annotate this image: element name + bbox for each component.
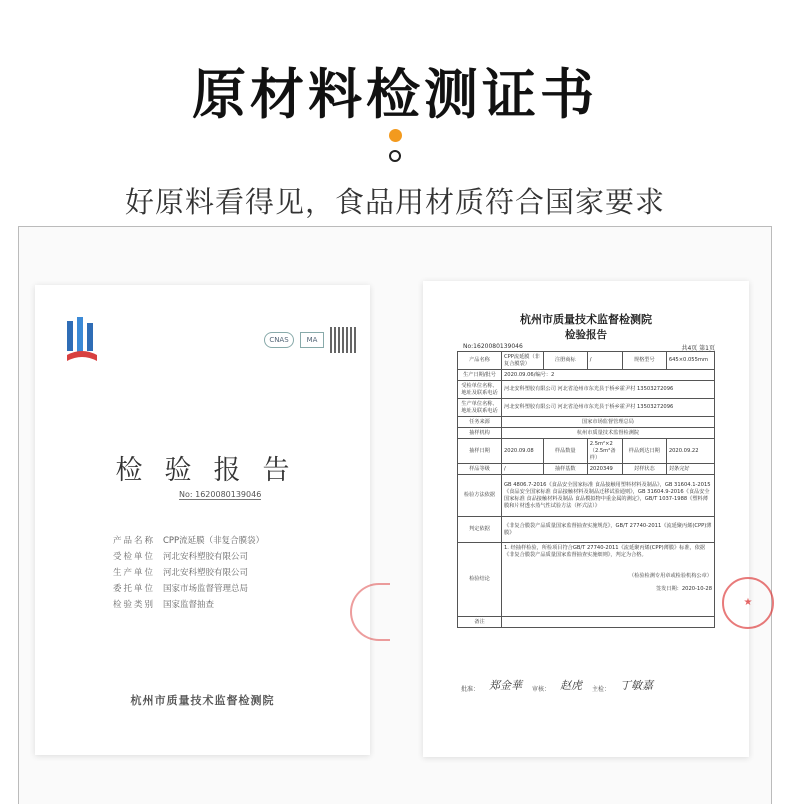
ma-mark: MA	[300, 332, 324, 348]
cell-key: 任务来源	[458, 417, 502, 428]
cell-value: 封条完好	[666, 464, 714, 475]
cell-value: 2.5m²×2（2.5m²备样）	[587, 439, 622, 464]
field-value: 河北安科塑胶有限公司	[163, 552, 249, 562]
report-organization: 杭州市质量技术监督检测院	[520, 313, 652, 326]
report-title: 检验报告	[565, 329, 607, 341]
review-signature: 赵虎	[560, 679, 583, 692]
field-key: 生产单位	[113, 568, 156, 578]
cell-value: 2020.09.06/编号：2	[502, 370, 715, 381]
approve-label: 批准：	[461, 686, 480, 693]
cell-key: 抽样机构	[458, 428, 502, 439]
cell-key: 生产日期/批号	[458, 370, 502, 381]
cell-value: /	[587, 352, 622, 370]
table-row	[458, 464, 715, 475]
institute-logo-icon	[65, 317, 99, 363]
cell-value: 645×0.055mm	[666, 352, 714, 370]
partial-seal-icon	[350, 583, 390, 641]
table-row	[458, 352, 715, 370]
field-key: 受检单位	[113, 552, 156, 562]
qr-code-icon	[330, 327, 356, 353]
main-signature: 丁敏嘉	[620, 679, 654, 692]
review-label: 审核：	[532, 686, 551, 693]
field-value: 国家市场监督管理总局	[163, 584, 249, 594]
cell-value	[502, 543, 715, 617]
cover-title: 检验报告	[115, 455, 312, 486]
cell-key: 封样状态	[622, 464, 666, 475]
cell-key: 抽样日期	[458, 439, 502, 464]
cnas-mark: CNAS	[264, 332, 294, 348]
accent-dot	[389, 129, 402, 142]
cell-value: 2020.09.22	[666, 439, 714, 464]
cell-value: 2020349	[587, 464, 622, 475]
cover-organization: 杭州市质量技术监督检测院	[130, 694, 275, 707]
cover-field-row	[113, 533, 264, 549]
cell-value: 2020.09.08	[502, 439, 544, 464]
table-row	[458, 517, 715, 543]
page-title: 原材料检测证书	[192, 63, 598, 126]
cell-key: 检验方法依据	[458, 475, 502, 517]
field-key: 产品名称	[113, 536, 156, 546]
table-row	[458, 439, 715, 464]
cell-value: /	[502, 464, 544, 475]
table-row	[458, 428, 715, 439]
official-seal-icon: ★	[722, 577, 774, 629]
stamp-note: （检验检测专用章或检验机构公章）	[628, 572, 712, 579]
field-key: 委托单位	[113, 584, 156, 594]
table-row	[458, 370, 715, 381]
cell-key: 规格型号	[622, 352, 666, 370]
cell-value: 杭州市质量技术监督检测院	[502, 428, 715, 439]
issue-date: 签发日期：2020-10-28	[655, 585, 712, 592]
table-row	[458, 417, 715, 428]
cell-key: 样品到达日期	[622, 439, 666, 464]
table-row	[458, 381, 715, 399]
report-table	[457, 351, 715, 628]
report-page-count: 共4页 第1页	[681, 345, 715, 352]
field-value: 国家监督抽查	[163, 600, 215, 610]
table-row	[458, 475, 715, 517]
table-row	[458, 617, 715, 628]
cell-value: GB 4806.7-2016《食品安全国家标准 食品接触用塑料材料及制品》，GB 31604.1-2015《食品安全国家标准 食品接触材料及制品迁移试验通则》，GB 31604.9-2016《食品安全国家标准 食品接触材料及制品 食品模拟物中重金属的测定》，GB/T 1037-1988《塑料薄膜和片材透水蒸气性试验方法（杯式法）》	[502, 475, 715, 517]
table-row	[458, 399, 715, 417]
cell-key: 生产单位名称、地址及联系电话	[458, 399, 502, 417]
ring-dot	[389, 150, 401, 162]
cell-value: 河北安科塑胶有限公司 河北省沧州市东光县于桥乡霍尹村 13503272096	[502, 399, 715, 417]
cell-key: 备注	[458, 617, 502, 628]
cell-value: 河北安科塑胶有限公司 河北省沧州市东光县于桥乡霍尹村 13503272096	[502, 381, 715, 399]
report-page	[423, 281, 753, 757]
cell-key: 产品名称	[458, 352, 502, 370]
accreditation-marks	[264, 327, 356, 353]
table-row	[458, 543, 715, 617]
cover-fields	[113, 533, 264, 613]
cell-key: 抽样基数	[543, 464, 587, 475]
conclusion-text: 1. 经抽样检验，所检项目符合GB/T 27740-2011《流延聚丙烯(CPP)薄膜》标准，依据《非复合膜袋产品质量国家监督抽查实施细则》，判定为合格。	[504, 544, 706, 558]
page-subtitle: 好原料看得见，食品用材质符合国家要求	[124, 185, 665, 219]
cover-field-row	[113, 565, 264, 581]
field-key: 检验类别	[113, 600, 156, 610]
cell-key: 判定依据	[458, 517, 502, 543]
cell-key: 检验结论	[458, 543, 502, 617]
cell-value: 国家市场监督管理总局	[502, 417, 715, 428]
main-label: 主检：	[592, 686, 611, 693]
cover-report-number: No: 1620080139046	[179, 490, 262, 499]
cell-value	[502, 617, 715, 628]
field-value: 河北安科塑胶有限公司	[163, 568, 249, 578]
cell-key: 注册商标	[543, 352, 587, 370]
cell-value: CPP流延膜（非复合膜袋）	[502, 352, 544, 370]
cover-field-row	[113, 581, 264, 597]
cell-key: 样品等级	[458, 464, 502, 475]
field-value: CPP流延膜（非复合膜袋）	[163, 536, 265, 546]
cell-value: 《非复合膜袋产品质量国家监督抽查实施规范》，GB/T 27740-2011《流延聚丙烯(CPP)薄膜》	[502, 517, 715, 543]
cell-key: 受检单位名称、地址及联系电话	[458, 381, 502, 399]
cover-field-row	[113, 549, 264, 565]
approve-signature: 郑金華	[489, 679, 523, 692]
signature-row	[461, 677, 711, 693]
report-cover	[35, 285, 370, 755]
report-number: No:1620080139046	[463, 343, 523, 350]
cell-key: 样品数量	[543, 439, 587, 464]
cover-field-row	[113, 597, 264, 613]
